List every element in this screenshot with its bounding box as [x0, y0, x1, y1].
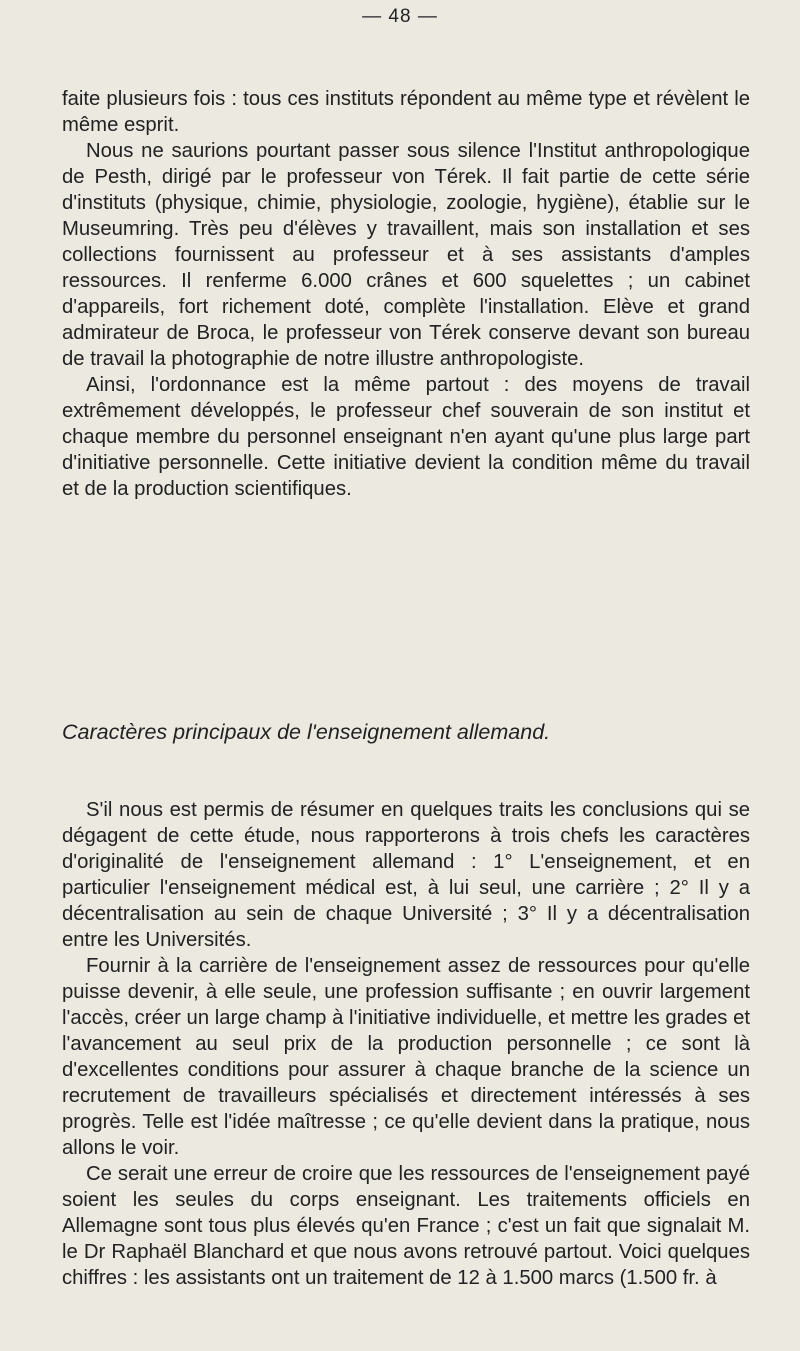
paragraph: faite plusieurs fois : tous ces instituts répondent au même type et révèlent le même esprit.: [62, 88, 750, 136]
paragraph: Ce serait une erreur de croire que les ressources de l'enseignement payé soient les seules du corps enseignant. Les traitements officiels en Allemagne sont tous plus élevés qu'en France ; c'est un fait que signalait M. le Dr Raphaël Blanchard et que nous avons retrouvé partout. Voici quelques chiffres : les assistants ont un traitement de 12 à 1.500 marcs (1.500 fr. à: [62, 1163, 750, 1289]
paragraph: Fournir à la carrière de l'enseignement assez de ressources pour qu'elle puisse devenir, à elle seule, une profession suffisante ; en ouvrir largement l'accès, créer un large champ à l'initiative individuelle, et mettre les grades et l'avancement au seul prix de la production personnelle ; ce sont là d'excellentes conditions pour assurer à chaque branche de la science un recrutement de travailleurs spécialisés et directement intéressés à ses progrès. Telle est l'idée maîtresse ; ce qu'elle devient dans la pratique, nous allons le voir.: [62, 955, 750, 1159]
text-block-after-heading: [62, 797, 750, 1291]
page-number: — 48 —: [362, 6, 438, 27]
paragraph: Nous ne saurions pourtant passer sous silence l'Institut anthropologique de Pesth, dirigé par le professeur von Térek. Il fait partie de cette série d'instituts (physique, chimie, physiologie, zoologie, hygiène), établie sur le Museumring. Très peu d'élèves y travaillent, mais son installation et ses collections fournissent au professeur et à ses assistants d'amples ressources. Il renferme 6.000 crânes et 600 squelettes ; un cabinet d'appareils, fort richement doté, complète l'installation. Elève et grand admirateur de Broca, le professeur von Térek conserve devant son bureau de travail la photographie de notre illustre anthropologiste.: [62, 140, 750, 370]
paragraph: S'il nous est permis de résumer en quelques traits les conclusions qui se dégagent de cette étude, nous rapporterons à trois chefs les caractères d'originalité de l'enseignement allemand : 1° L'enseignement, et en particulier l'enseignement médical est, à lui seul, une carrière ; 2° Il y a décentralisation au sein de chaque Université ; 3° Il y a décentralisation entre les Universités.: [62, 799, 750, 951]
paragraph: Ainsi, l'ordonnance est la même partout : des moyens de travail extrêmement développés, le professeur chef souverain de son institut et chaque membre du personnel enseignant n'en ayant qu'une plus large part d'initiative personnelle. Cette initiative devient la condition même du travail et de la production scientifiques.: [62, 374, 750, 500]
text-block-before-heading: [62, 86, 750, 502]
section-heading: Caractères principaux de l'enseignement allemand.: [62, 720, 551, 744]
